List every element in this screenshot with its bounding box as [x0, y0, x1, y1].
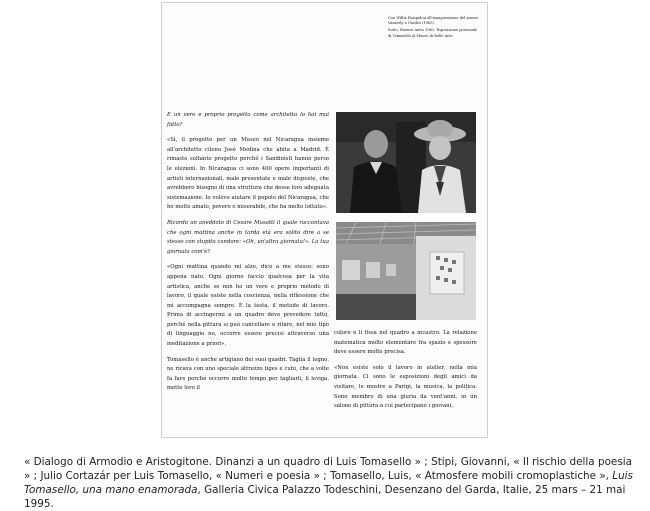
caption-line-1: Con Willie Pompidou all'inaugurazione del museo Vasarely a Gordes (1965) [388, 16, 479, 26]
citation-part-2: , Galleria Civica Palazzo Todeschini, Desenzano del Garda, Italie, 25 mars – 21 mai 1995. [24, 484, 626, 510]
right-text-column [334, 329, 477, 418]
citation-caption [24, 455, 636, 511]
scanned-book-page [161, 2, 488, 438]
photo-exhibition-hall [336, 222, 476, 320]
interview-answer-2b: Tomasello è anche artigiano dei suoi quadri. Taglia il legno, ne ricava con uno speciale attrezzo tiges e cubi, che a volte fa fare perché occorre molto tempo per tagliarli, li leviga, mette loro il [167, 356, 329, 392]
photo-two-people [336, 112, 476, 213]
interview-question-2: Ricordo un aneddoto di Cesare Musatti il quale raccontava che ogni mattina anche in tarda età era solito dire a se stesso con stupito candore: «Oh, un'altra giornata!». La tua giornata com'è? [167, 219, 329, 255]
right-paragraph-2: «Non esiste solo il lavoro in atelier, nella mia giornata. Ci sono le esposizioni degli amici da visitare, le mostre a Parigi, la musica, la politica. Sono membro di una giuria da vent'anni, in un salone di pittura a cui partecipano i giovani, [334, 364, 477, 410]
interview-answer-1: «Sì, il progetto per un Museo nel Nicaragua insieme all'architetto cileno José Medina che abita a Madrid. È rimasto soltanto progetto perché i Sandinisti hanno perso le elezioni. In Nicaragua ci sono 400 opere importanti di artisti internazionali, male presentate e male disposte, che avrebbero bisogno di una struttura che desse loro adeguata sistemazione. Io volevo aiutare il popolo del Nicaragua, che ho molto amato, povero e miserabile, che ha molto lottato». [167, 137, 329, 211]
citation-book-title: Luis Tomasello, una mano enamorada [24, 470, 633, 496]
caption-line-2: Sotto, Buenos Aires 1962. Esposizione personale di Tomasello al Museo di Belle Arte. [388, 28, 478, 38]
citation-part-1: « Dialogo di Armodio e Aristogitone. Dinanzi a un quadro di Luis Tomasello » ; Stipi, Giovanni, « Il rischio della poesia » ; Julio Cortazár per Luis Tomasello, « Numeri e poesia » ; Tomasello, Luis, « Atmosfere mobili cromoplastiche », [24, 456, 632, 482]
interview-answer-2a: «Ogni mattina quando mi alzo, dico a me stesso: sono appena nato. Ogni giorno faccio qualcosa per la vita artistica, anche se non ho un vero e proprio metodo di lavoro, il quale esiste nella coscienza, nella riflessione che mi accompagna sempre. È la testa, il metodo di lavoro. Prima di accingermi a un quadro devo prevedere tutto, perché nella pittura si può cancellare e rifare, nel mio tipo di linguaggio no, occorre essere precisi attraverso una meditazione a priori». [167, 264, 329, 348]
right-paragraph-1: colore e li fissa nel quadro a incastro. La relazione matematica molto elementare fra spazio e spessore deve essere molto precisa. [334, 330, 477, 356]
interview-question-1: E un vero e proprio progetto come architetto lo hai mai fatto? [167, 112, 329, 128]
photo-caption [388, 16, 480, 41]
left-text-column [167, 111, 329, 400]
